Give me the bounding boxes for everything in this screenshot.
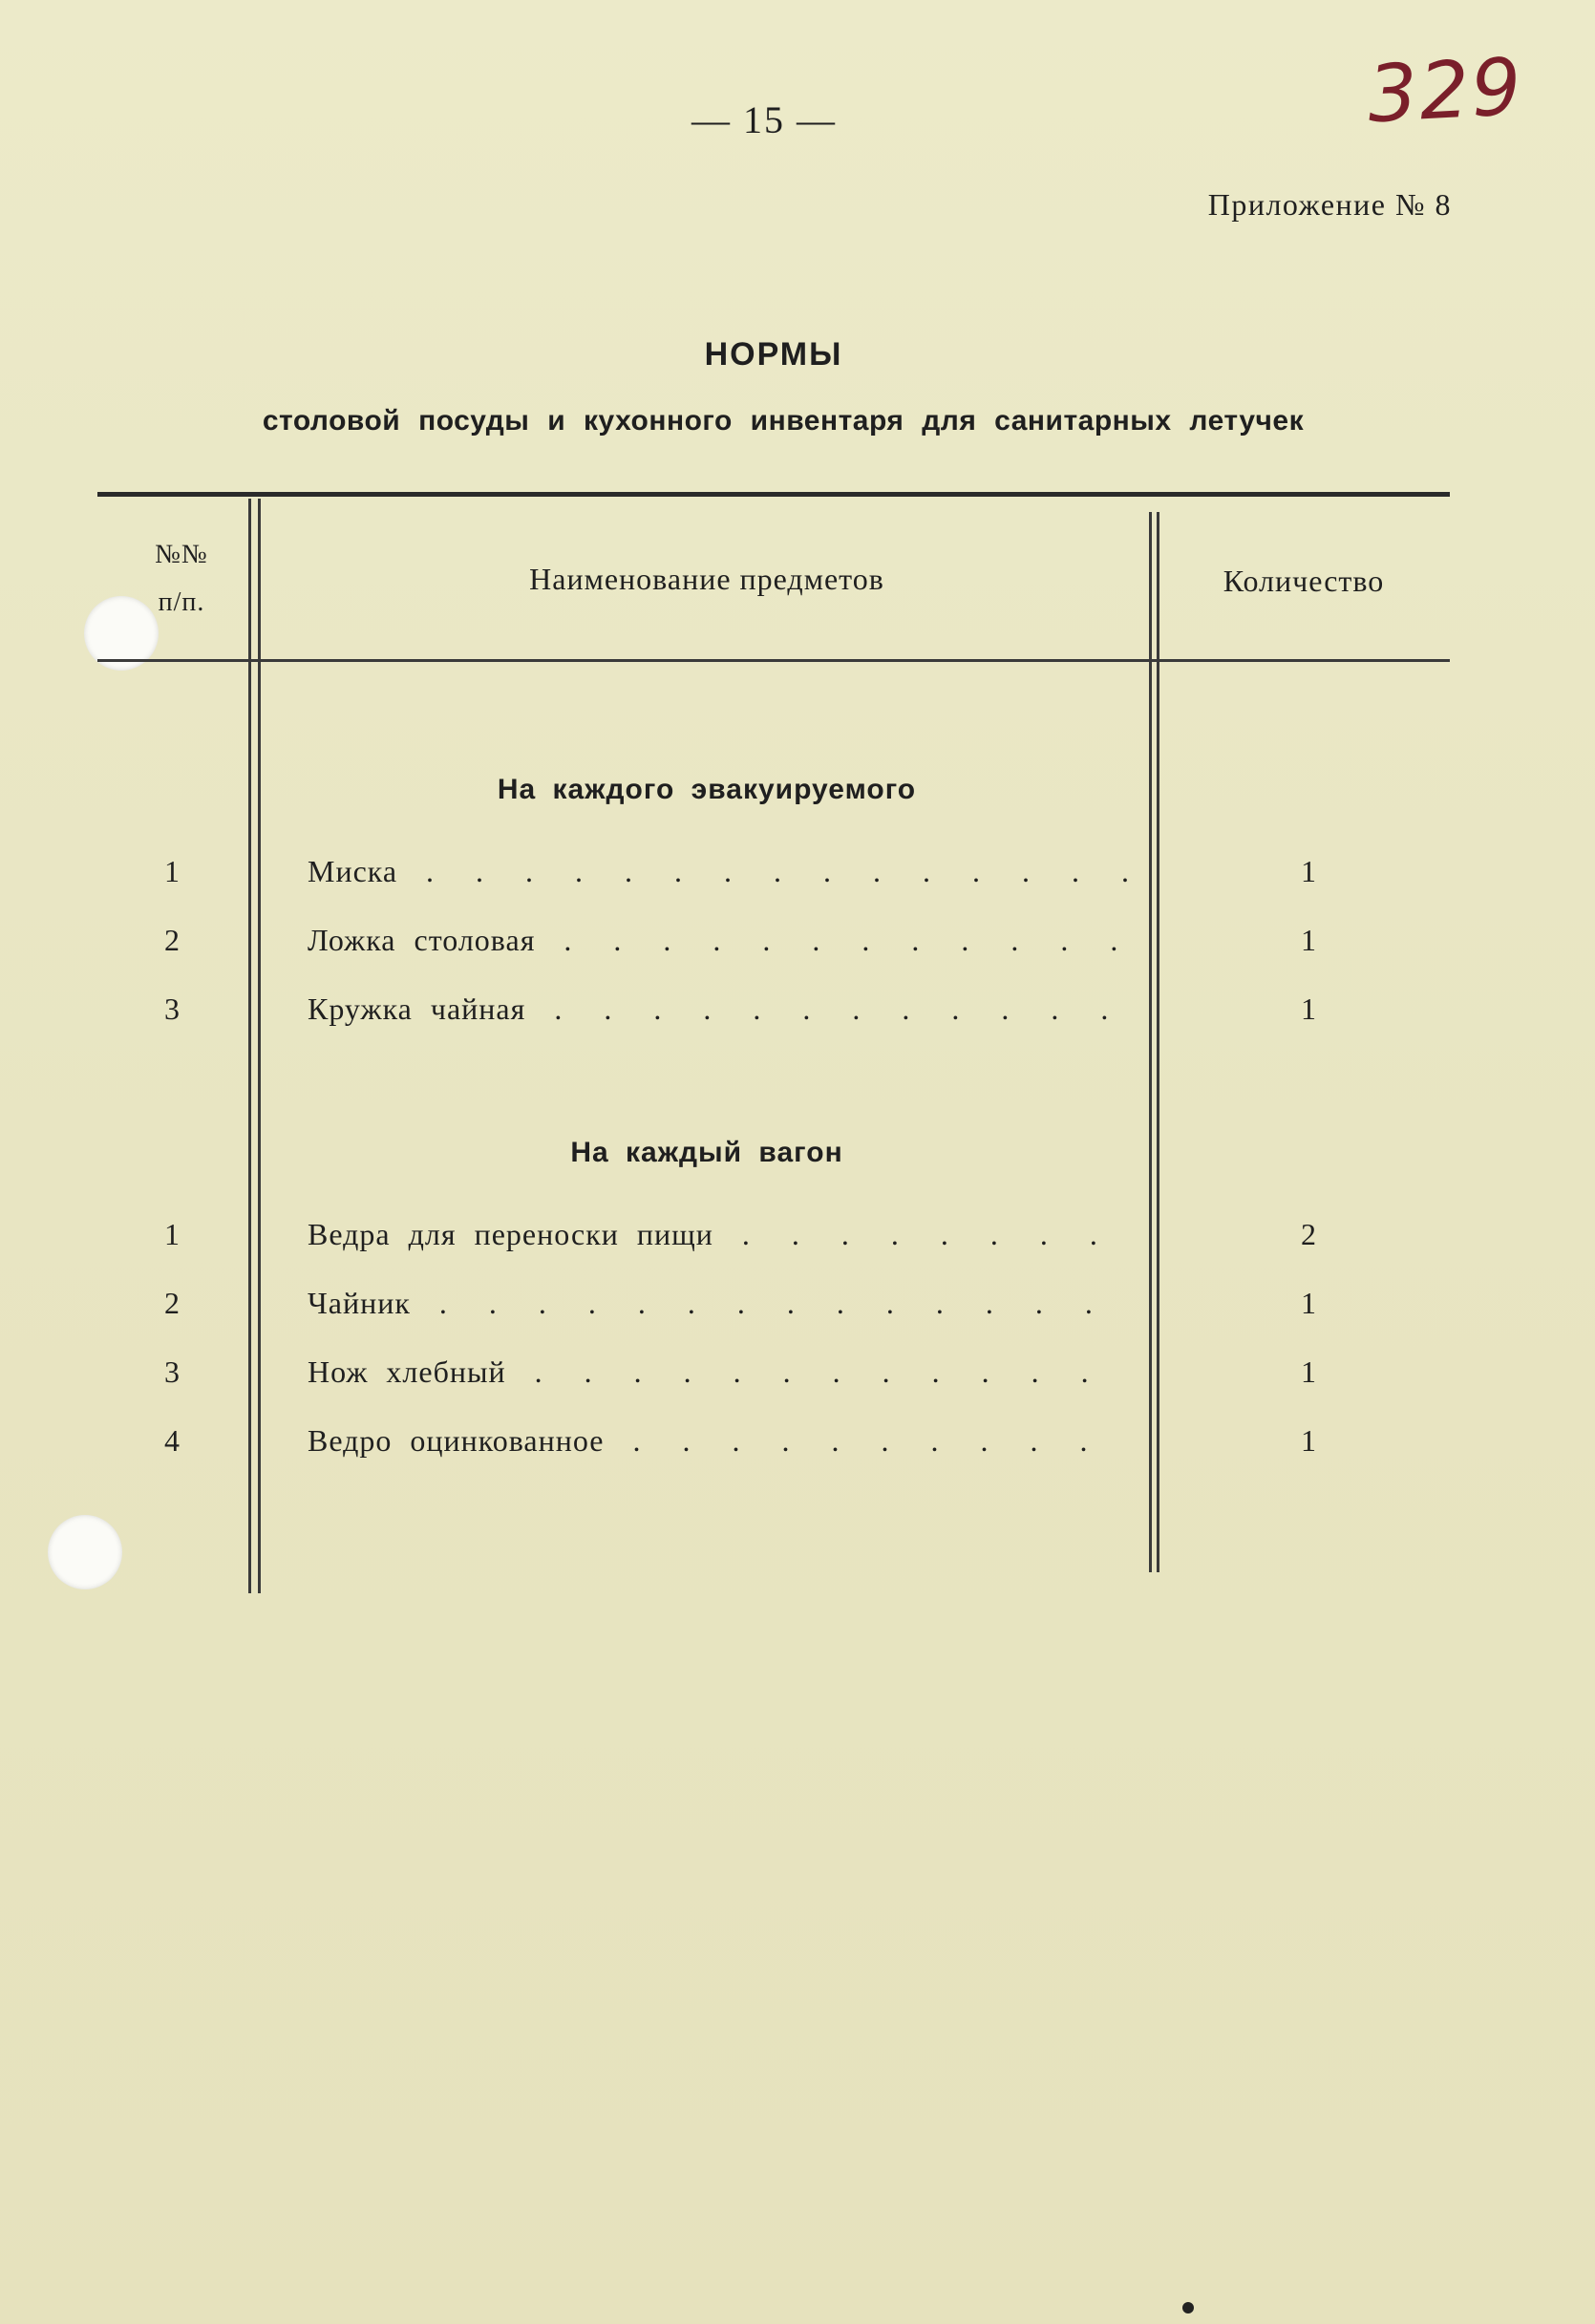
page-number: — 15 — xyxy=(691,98,837,141)
row-quantity: 1 xyxy=(1301,854,1316,888)
table-row xyxy=(0,1423,1528,1471)
row-number: 2 xyxy=(164,923,180,957)
header-name: Наименование предметов xyxy=(529,562,884,596)
section-title: На каждый вагон xyxy=(570,1137,843,1168)
row-quantity: 1 xyxy=(1301,1423,1316,1458)
row-number: 2 xyxy=(164,1286,180,1320)
header-number-line2: п/п. xyxy=(158,587,205,617)
table-row xyxy=(0,923,1528,970)
table-column-divider xyxy=(1149,512,1152,1572)
table-row xyxy=(0,854,1528,902)
row-number: 3 xyxy=(164,1354,180,1389)
row-quantity: 2 xyxy=(1301,1217,1316,1251)
table-column-divider xyxy=(1157,512,1159,1572)
document-title: НОРМЫ xyxy=(704,336,843,373)
row-number: 4 xyxy=(164,1423,180,1458)
header-number xyxy=(134,531,229,627)
row-name: Миска . . . xyxy=(308,854,1131,889)
table-row xyxy=(0,1286,1528,1333)
table-top-rule xyxy=(97,492,1450,497)
row-quantity: 1 xyxy=(1301,923,1316,957)
row-quantity: 1 xyxy=(1301,1354,1316,1389)
section-title: На каждого эвакуируемого xyxy=(497,774,917,805)
row-name: Ведра для переноски пищи . . . xyxy=(308,1217,1131,1252)
ink-dot xyxy=(1182,2302,1194,2313)
row-quantity: 1 xyxy=(1301,1286,1316,1320)
row-number: 1 xyxy=(164,854,180,888)
header-quantity: Количество xyxy=(1223,564,1385,598)
table-row xyxy=(0,991,1528,1039)
table-header-rule xyxy=(97,659,1450,662)
appendix-label: Приложение № 8 xyxy=(1207,187,1452,222)
header-number-line1: №№ xyxy=(155,540,208,569)
punch-hole xyxy=(48,1515,122,1589)
row-number: 3 xyxy=(164,991,180,1026)
row-name: Чайник . . . xyxy=(308,1286,1131,1321)
row-quantity: 1 xyxy=(1301,991,1316,1026)
document-subtitle: столовой посуды и кухонного инвентаря для санитарных летучек xyxy=(262,405,1305,437)
row-name: Ложка столовая . . . xyxy=(308,923,1131,958)
row-number: 1 xyxy=(164,1217,180,1251)
table-row xyxy=(0,1217,1528,1265)
table-row xyxy=(0,1354,1528,1402)
archive-number: 329 xyxy=(1365,41,1525,141)
row-name: Кружка чайная . . . xyxy=(308,991,1131,1027)
row-name: Нож хлебный . . . xyxy=(308,1354,1131,1390)
row-name: Ведро оцинкованное . . . xyxy=(308,1423,1131,1459)
